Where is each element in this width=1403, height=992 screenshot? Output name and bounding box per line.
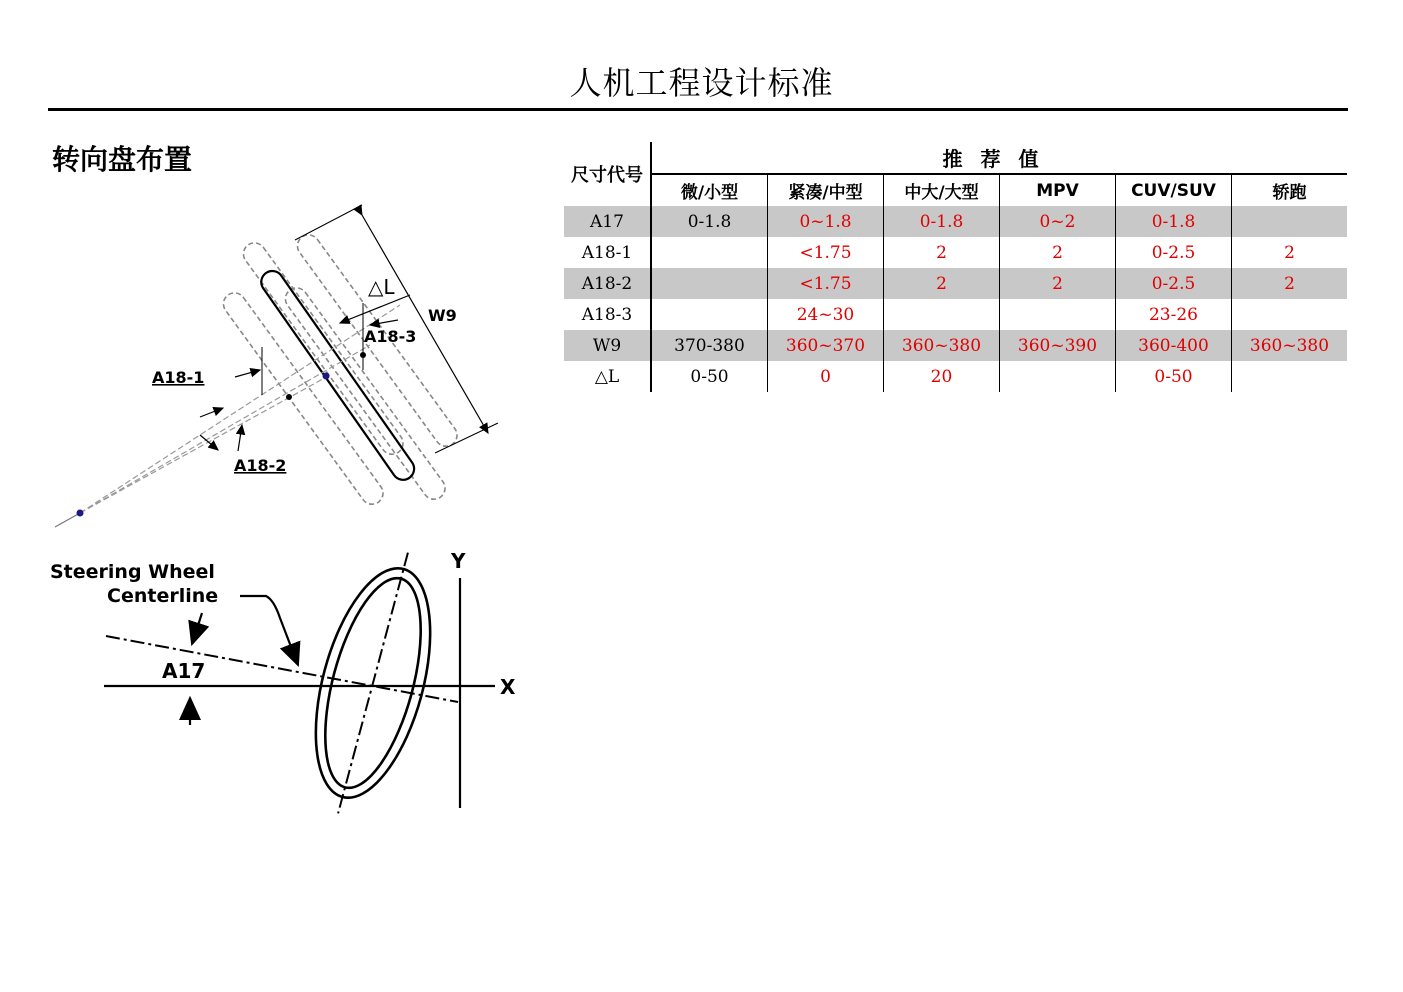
table-cell: 0~1.8 xyxy=(768,206,884,237)
table-cell: 0-1.8 xyxy=(1116,206,1232,237)
table-cell: 24~30 xyxy=(768,299,884,330)
wheel-position-outline xyxy=(219,289,387,509)
row-code: W9 xyxy=(564,330,651,361)
table-cell xyxy=(651,237,768,268)
table-cell: 360~380 xyxy=(884,330,1000,361)
recommended-values-header: 推荐值 xyxy=(651,142,1347,174)
y-axis-label: Y xyxy=(451,549,466,573)
table-cell: 360~370 xyxy=(768,330,884,361)
table-cell: 360~380 xyxy=(1232,330,1348,361)
steering-adjustment-diagram xyxy=(40,195,520,540)
category-header: MPV xyxy=(1000,174,1116,206)
table-cell: 0-2.5 xyxy=(1116,237,1232,268)
table-cell: 0-1.8 xyxy=(884,206,1000,237)
table-row xyxy=(564,206,1347,237)
w9-label: W9 xyxy=(428,306,457,325)
table-cell xyxy=(651,299,768,330)
table-cell: 0 xyxy=(768,361,884,392)
section-title: 转向盘布置 xyxy=(52,143,193,176)
steering-wheel-label: Steering Wheel xyxy=(50,561,215,583)
table-cell: 0-2.5 xyxy=(1116,268,1232,299)
table-cell: 2 xyxy=(884,268,1000,299)
table-cell xyxy=(884,299,1000,330)
a18-1-label: A18-1 xyxy=(152,368,205,387)
category-header: 紧凑/中型 xyxy=(768,174,884,206)
table-row xyxy=(564,330,1347,361)
steering-centerline xyxy=(106,636,458,702)
table-cell: 360-400 xyxy=(1116,330,1232,361)
category-header: 轿跑 xyxy=(1272,183,1307,203)
row-code: A18-3 xyxy=(564,299,651,330)
table-cell: 20 xyxy=(884,361,1000,392)
table-cell: 2 xyxy=(1000,268,1116,299)
a18-3-label: A18-3 xyxy=(364,327,417,346)
wheel-position-outline xyxy=(239,239,407,459)
centerline-label: Centerline xyxy=(107,585,219,607)
table-row xyxy=(564,299,1347,330)
wheel-position-outline xyxy=(281,284,449,504)
table-cell: 0-50 xyxy=(651,361,768,392)
x-axis-label: X xyxy=(500,675,516,699)
table-cell: <1.75 xyxy=(768,237,884,268)
document-title: 人机工程设计标准 xyxy=(569,64,834,102)
wheel-center-point xyxy=(323,373,330,380)
category-header: 中大/大型 xyxy=(884,174,1000,206)
row-code: A17 xyxy=(564,206,651,237)
table-cell xyxy=(1000,361,1116,392)
eye-point xyxy=(77,510,84,517)
a18-2-label: A18-2 xyxy=(234,456,287,475)
table-cell xyxy=(1232,299,1348,330)
table-cell: 370-380 xyxy=(651,330,768,361)
table-cell: 2 xyxy=(1000,237,1116,268)
table-cell: 2 xyxy=(1232,268,1348,299)
code-column-header: 尺寸代号 xyxy=(564,142,651,206)
a17-label: A17 xyxy=(162,659,206,683)
table-cell: 2 xyxy=(884,237,1000,268)
row-code: A18-1 xyxy=(564,237,651,268)
table-cell: 2 xyxy=(1284,242,1295,263)
table-cell xyxy=(1232,206,1348,237)
table-cell: <1.75 xyxy=(768,268,884,299)
table-cell xyxy=(1000,299,1116,330)
table-row xyxy=(564,237,1347,268)
table-cell: 23-26 xyxy=(1116,299,1232,330)
table-cell: 0-50 xyxy=(1116,361,1232,392)
row-code: A18-2 xyxy=(564,268,651,299)
title-divider xyxy=(48,108,1348,111)
table-cell xyxy=(1232,361,1348,392)
table-cell: 360~390 xyxy=(1000,330,1116,361)
table-cell: 0~2 xyxy=(1000,206,1116,237)
category-header: 微/小型 xyxy=(651,174,768,206)
steering-centerline-diagram xyxy=(40,540,520,825)
table-row xyxy=(564,268,1347,299)
delta-l-label: △L xyxy=(368,275,395,299)
table-cell: 0-1.8 xyxy=(651,206,768,237)
category-header: CUV/SUV xyxy=(1116,174,1232,206)
table-row xyxy=(564,361,1347,392)
recommended-values-table xyxy=(564,142,1347,392)
row-code: △L xyxy=(564,361,651,392)
table-cell xyxy=(651,268,768,299)
